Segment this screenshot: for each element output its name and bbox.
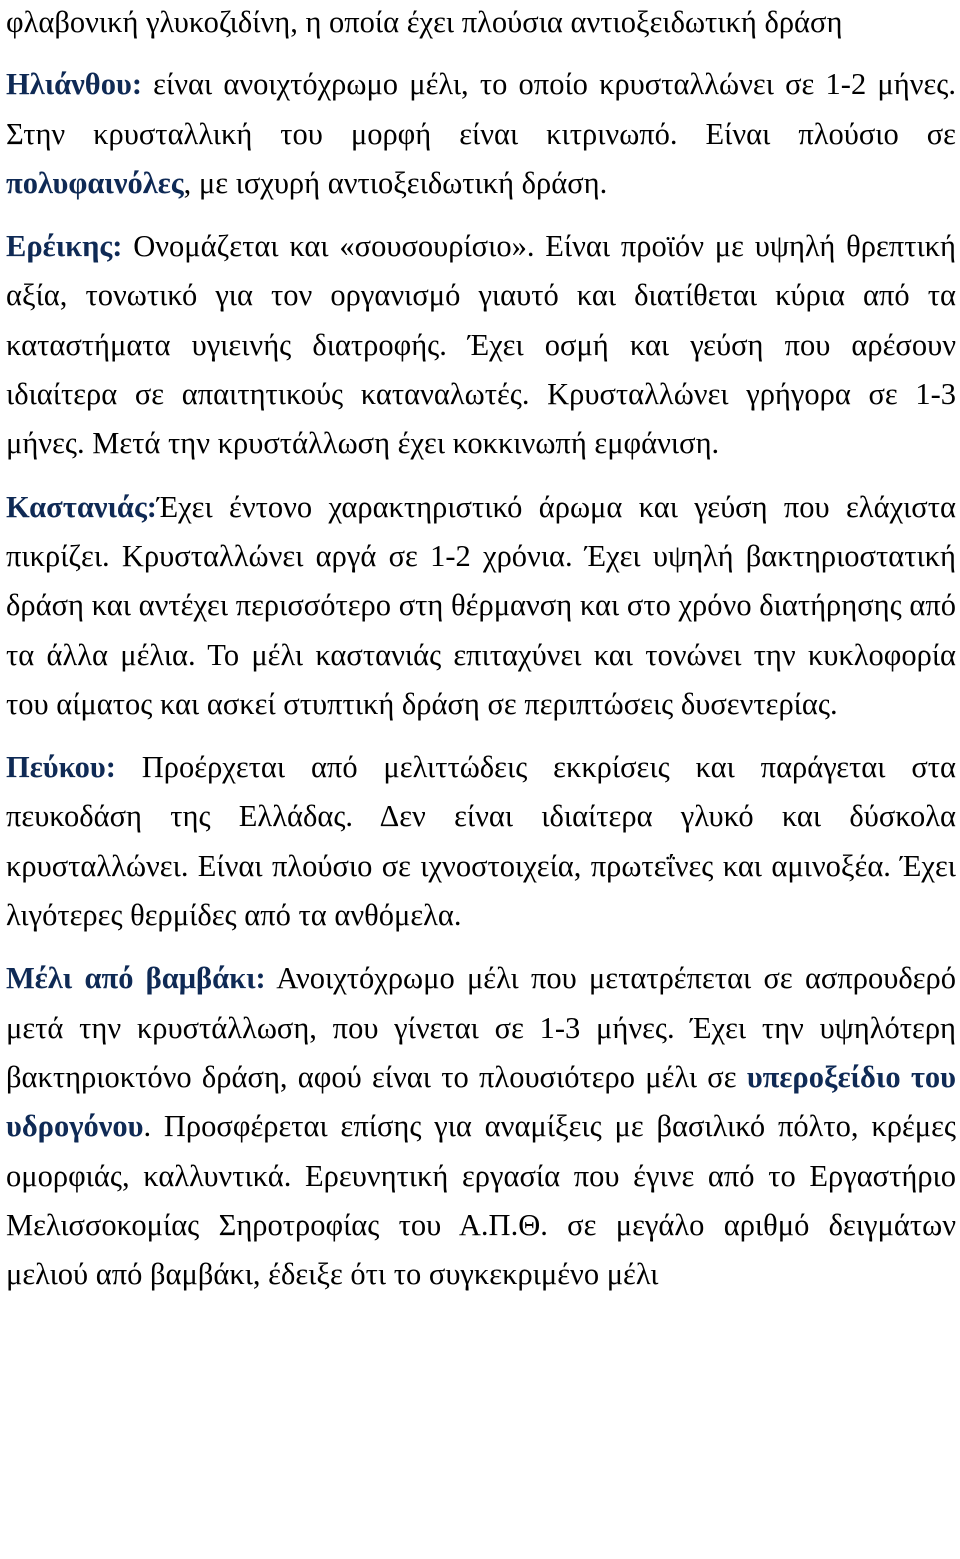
bold-term: υπεροξείδιο του υδρογόνου	[6, 1059, 957, 1144]
paragraph-sunflower-honey	[6, 60, 956, 208]
paragraph-text: Προέρχεται από μελιττώδεις εκκρίσεις και παράγεται στα πευκοδάση της Ελλάδας. Δεν είναι ιδιαίτερα γλυκό και δύσκολα κρυσταλλώνει. Είναι πλούσιο σε ιχνοστοιχεία, πρωτεΐνες και αμινοξέα. Έχει λιγότερες θερμίδες από τα ανθόμελα.	[6, 750, 956, 933]
honey-type-label: Ηλιάνθου:	[6, 67, 142, 102]
paragraph-pine-honey	[6, 743, 956, 940]
paragraph-intro-fragment	[6, 0, 956, 47]
paragraph-heather-honey	[6, 222, 956, 468]
paragraph-text: , με ισχυρή αντιοξειδωτική δράση.	[183, 165, 608, 200]
paragraph-text: Έχει έντονο χαρακτηριστικό άρωμα και γεύση που ελάχιστα πικρίζει. Κρυσταλλώνει αργά σε 1-2 χρόνια. Έχει υψηλή βακτηριοστατική δράση και αντέχει περισσότερο στη θέρμανση και στο χρόνο διατήρησης από τα άλλα μέλια. Το μέλι καστανιάς επιταχύνει και τονώνει την κυκλοφορία του αίματος και ασκεί στυπτική δράση σε περιπτώσεις δυσεντερίας.	[6, 489, 956, 721]
paragraph-text: Ονομάζεται και «σουσουρίσιο». Είναι προϊόν με υψηλή θρεπτική αξία, τονωτικό για τον οργανισμό γιαυτό και διατίθεται κύρια από τα καταστήματα υγιεινής διατροφής. Έχει οσμή και γεύση που αρέσουν ιδιαίτερα σε απαιτητικούς καταναλωτές. Κρυσταλλώνει γρήγορα σε 1-3 μήνες. Μετά την κρυστάλλωση έχει κοκκινωπή εμφάνιση.	[6, 229, 956, 461]
honey-type-label: Ερέικης:	[6, 229, 123, 264]
paragraph-chestnut-honey	[6, 483, 956, 729]
honey-type-label: Μέλι από βαμβάκι:	[6, 961, 266, 996]
document-page	[6, 0, 956, 1313]
paragraph-text: Ανοιχτόχρωμο μέλι που μετατρέπεται σε ασπρουδερό μετά την κρυστάλλωση, που γίνεται σε 1-3 μήνες. Έχει την υψηλότερη βακτηριοκτόνο δράση, αφού είναι το πλουσιότερο μέλι σε	[6, 961, 956, 1094]
bold-term: πολυφαινόλες	[6, 165, 184, 200]
honey-type-label: Πεύκου:	[6, 750, 116, 785]
honey-type-label: Καστανιάς:	[6, 489, 157, 524]
paragraph-cotton-honey	[6, 954, 956, 1299]
paragraph-text: . Προσφέρεται επίσης για αναμίξεις με βασιλικό πόλτο, κρέμες ομορφιάς, καλλυντικά. Ερευνητική εργασία που έγινε από το Εργαστήριο Μελισσοκομίας Σηροτροφίας του Α.Π.Θ. σε μεγάλο αριθμό δειγμάτων μελιού από βαμβάκι, έδειξε ότι το συγκεκριμένο μέλι	[6, 1109, 956, 1292]
paragraph-text: είναι ανοιχτόχρωμο μέλι, το οποίο κρυσταλλώνει σε 1-2 μήνες. Στην κρυσταλλική του μορφή είναι κιτρινωπό. Είναι πλούσιο σε	[6, 67, 956, 151]
paragraph-text: φλαβονική γλυκοζιδίνη, η οποία έχει πλούσια αντιοξειδωτική δράση	[6, 5, 843, 39]
